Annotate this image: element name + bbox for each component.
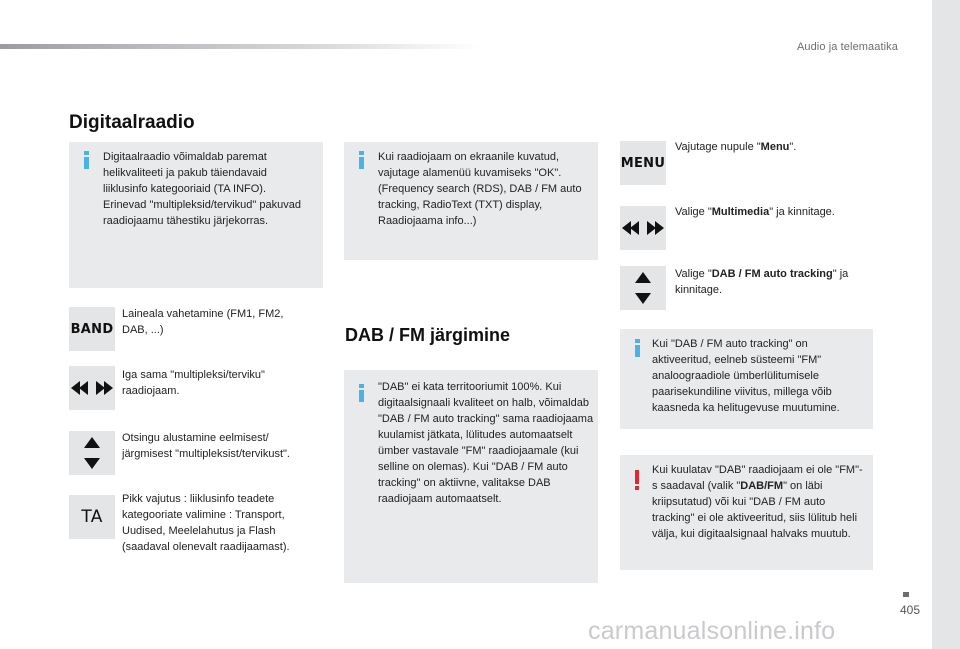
step-text: Valige ": [675, 268, 712, 280]
info-text: Digitaalraadio võimaldab paremat helikvaliteeti ja pakub täiendavaid liiklusinfo kategooriaid (TA INFO). Erinevad "multipleksid/tervikud" pakuvad raadiojaamu tähestiku järjekorras.: [103, 151, 301, 227]
info-box-dab: [344, 370, 598, 583]
ta-button-icon: [69, 495, 115, 539]
info-box-intro: [69, 142, 323, 288]
info-icon: [359, 384, 364, 402]
step-auto-tracking: [675, 266, 875, 298]
step-menu: [675, 139, 875, 155]
watermark: carmanualsonline.info: [588, 617, 836, 645]
menu-button-icon: [620, 141, 666, 185]
warning-text: [652, 462, 866, 542]
warning-text-part: Kui kuulatav "DAB" raadiojaam ei ole "FM"-s saadaval (valik ": [652, 464, 863, 492]
up-down-arrows-icon: [620, 266, 666, 310]
info-icon: [84, 151, 89, 169]
page-number: 405: [900, 603, 921, 617]
seek-description: Iga sama "multipleksi/terviku" raadiojaam.: [122, 369, 265, 397]
step-keyword: Menu: [760, 141, 790, 153]
header-gradient-bar: [0, 44, 480, 49]
step-text: Vajutage nupule ": [675, 141, 761, 153]
page-title: Digitaalraadio: [69, 112, 195, 133]
step-multimedia: [675, 204, 875, 220]
ta-label: TA: [81, 507, 103, 527]
warning-box: [620, 455, 873, 570]
up-down-arrows-icon: [69, 431, 115, 475]
page-marker: [903, 592, 909, 597]
seek-arrows-icon: [69, 366, 115, 410]
step-text: ".: [789, 141, 797, 153]
step-keyword: DAB / FM auto tracking: [711, 268, 833, 280]
seek-arrows-icon: [620, 206, 666, 250]
warning-text-part: " on läbi kriipsutatud) või kui "DAB / FM auto tracking" ei ole aktiveeritud, siis lülitub heli välja, kui digitaalsignaal halvaks muutub.: [652, 480, 858, 540]
warning-keyword: DAB/FM: [740, 480, 784, 492]
info-text: Kui "DAB / FM auto tracking" on aktiveeritud, eelneb süsteemi "FM" analoograadiole ümberlülitumisele paarisekundiline viivitus, millega võib kaasneda ka helitugevuse muutumine.: [652, 338, 840, 414]
step-text: Valige ": [675, 206, 712, 218]
page-edge-strip: [932, 0, 960, 649]
step-text: " ja kinnitage.: [675, 268, 849, 296]
section-title-dab-fm: DAB / FM järgimine: [345, 325, 511, 345]
band-button-icon: [69, 307, 115, 351]
ta-description: Pikk vajutus : liiklusinfo teadete kategooriate valimine : Transport, Uudised, Meelelahutus ja Flash (saadaval olenevalt raadijaamast).: [122, 493, 290, 553]
info-box-menu: [344, 142, 598, 260]
band-label: BAND: [70, 321, 114, 337]
band-description: Laineala vahetamine (FM1, FM2, DAB, ...): [122, 308, 284, 336]
info-text: "DAB" ei kata territooriumit 100%. Kui digitaalsignaali kvaliteet on halb, võimaldab "DAB / FM auto tracking" sama raadiojaama kuulamist jätkata, lülitudes automaatselt ümber vastavale "FM" raadiojaamale (kui selline on olemas). Kui "DAB / FM auto tracking" on aktiivne, valitakse DAB raadiojaam automaatselt.: [378, 381, 594, 505]
warning-icon: [634, 470, 640, 490]
chapter-title: Audio ja telemaatika: [796, 41, 898, 53]
menu-label: MENU: [620, 155, 666, 171]
step-text: " ja kinnitage.: [769, 206, 835, 218]
info-text: Kui raadiojaam on ekraanile kuvatud, vajutage alamenüü kuvamiseks "OK". (Frequency search (RDS), DAB / FM auto tracking, RadioText (TXT) display, Raadiojaama info...): [378, 151, 582, 227]
step-keyword: Multimedia: [711, 206, 770, 218]
search-description: Otsingu alustamine eelmisest/ järgmisest "multipleksist/tervikust".: [122, 432, 290, 460]
info-icon: [635, 339, 640, 357]
info-box-auto-tracking: [620, 329, 873, 429]
info-icon: [359, 151, 364, 169]
